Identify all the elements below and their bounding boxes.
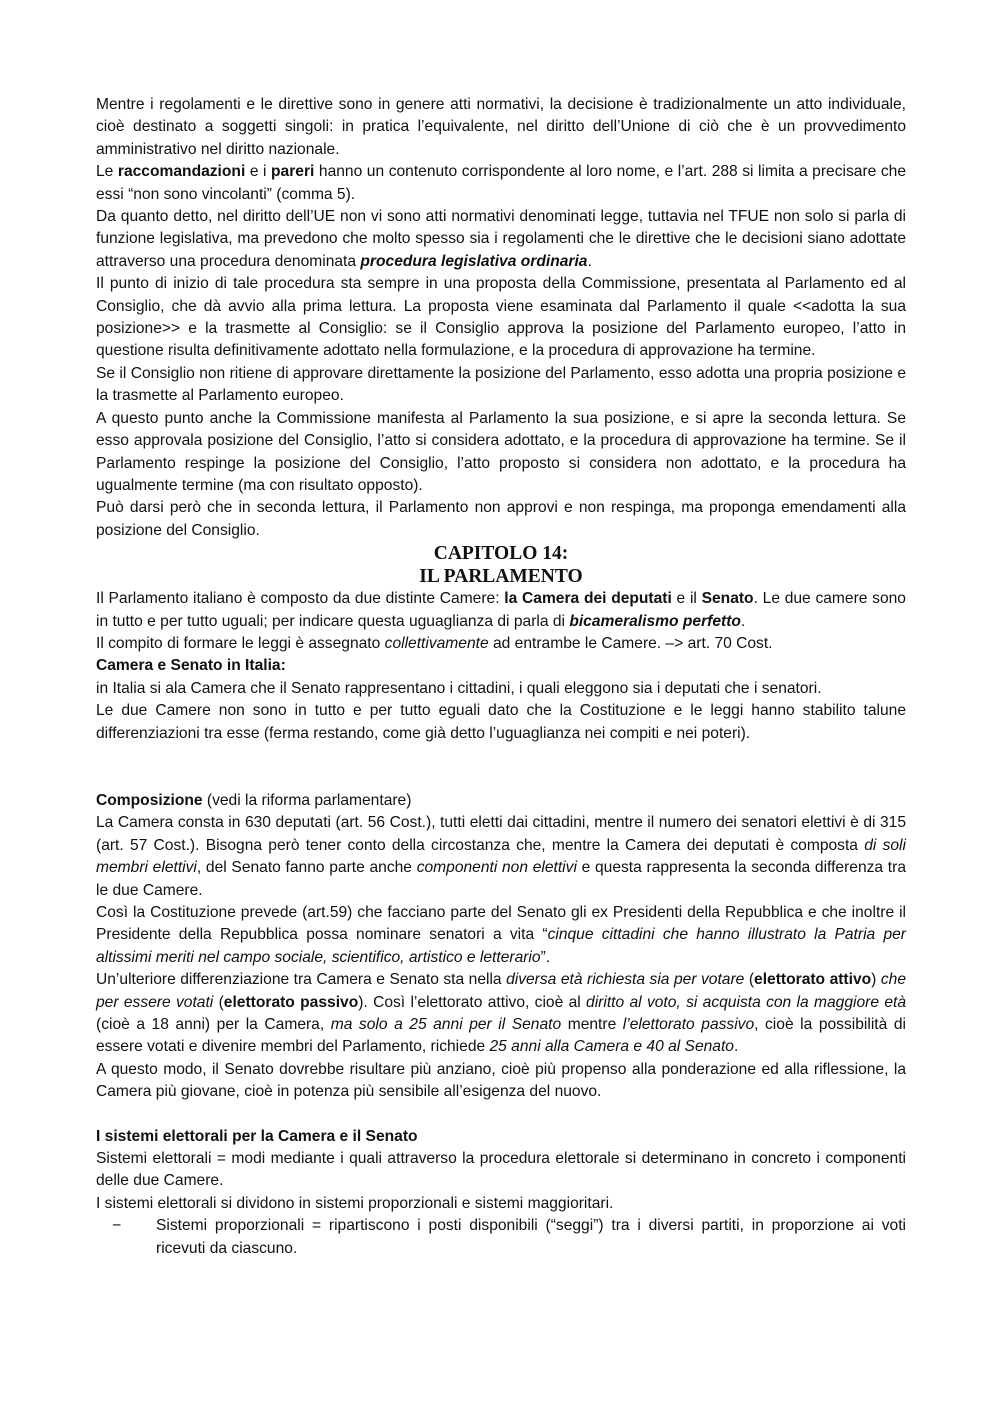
text-run: . Le due camere sono in tutto e per tutto uguali; per indicare questa uguaglianza di parla di: [96, 590, 906, 630]
paragraph-tipi-sistemi: I sistemi elettorali si dividono in sistemi proporzionali e sistemi maggioritari.: [96, 1194, 614, 1212]
page-content: [96, 94, 906, 1260]
dash-bullet: −: [112, 1217, 122, 1235]
text-run: Così la Costituzione prevede (art.59) che facciano parte del Senato gli ex Presidenti della Repubblica e che inoltre il Presidente della Repubblica possa nominare senatori a vita “: [96, 904, 906, 944]
text-run: (: [213, 993, 224, 1011]
paragraph-consiglio: Se il Consiglio non ritiene di approvare direttamente la posizione del Parlamento, esso adotta una propria posizione e la trasmette al Parlamento europeo.: [96, 364, 906, 405]
text-run: hanno un contenuto corrispondente al loro nome, e l’art. 288 si limita a precisare che essi “non sono vincolanti” (comma 5).: [96, 163, 906, 203]
text-run: ): [871, 971, 881, 989]
italic-term: l’elettorato passivo: [622, 1016, 755, 1034]
paragraph-definizione-sistemi: Sistemi elettorali = modi mediante i quali attraverso la procedura elettorale si determinano in concreto i componenti delle due Camere.: [96, 1150, 906, 1190]
paragraph-seconda-lettura: A questo punto anche la Commissione manifesta al Parlamento la sua posizione, e si apre la seconda lettura. Se esso approvala posizione del Consiglio, l’atto si considera adottato, e la procedura di approvazione ha termine. Se il Parlamento respinge la posizione del Consiglio, l’atto proposto si considera non adottato, e la procedura ha ugualmente termine (ma con risultato opposto).: [96, 409, 906, 494]
italic-term: 25 anni alla Camera e 40 al Senato: [489, 1038, 734, 1056]
bold-term: elettorato attivo: [754, 971, 872, 989]
italic-term: collettivamente: [384, 634, 489, 652]
bold-term: raccomandazioni: [117, 163, 246, 181]
bullet-list: [96, 1215, 906, 1260]
italic-quote: cinque cittadini che hanno illustrato la Patria per altissimi meriti nel campo sociale, scientifico, artistico e letterario: [96, 926, 906, 966]
bold-heading: I sistemi elettorali per la Camera e il Senato: [96, 1127, 418, 1145]
bold-italic-term: procedura legislativa ordinaria: [360, 252, 588, 270]
text-run: Un’ulteriore differenziazione tra Camera e Senato sta nella: [96, 971, 507, 989]
chapter-number: CAPITOLO 14:: [433, 543, 569, 565]
text-run: e questa rappresenta la seconda differenza tra le due Camere.: [96, 859, 906, 899]
italic-term: diritto al voto, si acquista con la maggiore età: [586, 993, 906, 1011]
text-run: e i: [245, 163, 272, 181]
paragraph-emendamenti: Può darsi però che in seconda lettura, il Parlamento non approvi e non respinga, ma proponga emendamenti alla posizione del Consiglio.: [96, 499, 906, 539]
paragraph-senatori-a-vita: [96, 902, 906, 969]
heading-note: (vedi la riforma parlamentare): [202, 791, 412, 809]
text-run: Il Parlamento italiano è composto da due distinte Camere:: [96, 590, 505, 608]
paragraph-parlamento-italiano: [96, 588, 906, 633]
italic-term: di soli membri elettivi: [96, 836, 906, 877]
list-item: [96, 1215, 906, 1260]
paragraph-senato-anziano: A questo modo, il Senato dovrebbe risultare più anziano, cioè più propenso alla ponderazione ed alla riflessione, la Camera più giovane, cioè in potenza più sensibile all’esigenza del nuovo.: [96, 1060, 906, 1101]
bold-heading: Composizione: [96, 791, 203, 809]
bold-term: elettorato passivo: [223, 993, 359, 1011]
paragraph-rappresentanza: in Italia si ala Camera che il Senato rappresentano i cittadini, i quali eleggono sia i deputati che i senatori.: [96, 679, 822, 697]
text-run: .: [740, 612, 746, 630]
blank-space: [96, 745, 906, 790]
text-run: ”.: [540, 948, 551, 966]
paragraph-raccomandazioni: [96, 161, 906, 206]
text-run: La Camera consta in 630 deputati (art. 56 Cost.), tutti eletti dai cittadini, mentre il numero dei senatori elettivi è di 315 (art. 57 Cost.). Bisogna però tener conto della circostanza che, mentre la Camera dei deputati è composta: [96, 814, 906, 854]
bold-term: la Camera dei deputati: [504, 590, 672, 608]
blank-space: [96, 1104, 906, 1126]
italic-term: componenti non elettivi: [416, 859, 577, 877]
paragraph-procedura: [96, 206, 906, 273]
bold-term: Senato: [701, 590, 754, 608]
text-run: (: [744, 971, 755, 989]
paragraph-decisione: Mentre i regolamenti e le direttive sono in genere atti normativi, la decisione è tradizionalmente un atto individuale, cioè destinato a soggetti singoli: in pratica l’equivalente, nel diritto dell’Unione di ciò che è un provvedimento amministrativo nel diritto nazionale.: [96, 96, 906, 158]
bold-term: pareri: [271, 163, 315, 181]
italic-term: diversa età richiesta sia per votare: [506, 971, 745, 989]
list-item-text: Sistemi proporzionali = ripartiscono i posti disponibili (“seggi”) tra i diversi partiti, in proporzione ai voti ricevuti da ciascuno.: [156, 1217, 906, 1257]
paragraph-differenziazioni: Le due Camere non sono in tutto e per tutto eguali dato che la Costituzione e le leggi hanno stabilito talune differenziazioni tra esse (ferma restando, come già detto l’uguaglianza nei compiti e nei poteri).: [96, 702, 906, 742]
bold-heading: Camera e Senato in Italia:: [96, 657, 286, 675]
text-run: .: [733, 1038, 739, 1056]
text-run: mentre: [561, 1016, 623, 1034]
text-run: e il: [671, 590, 702, 608]
text-run: Da quanto detto, nel diritto dell’UE non vi sono atti normativi denominati legge, tuttavia nel TFUE non solo si parla di funzione legislativa, ma prevedono che molto spesso sia i regolamenti che le direttive che le decisioni siano adottate attraverso una procedura denominata: [96, 208, 906, 270]
italic-term: ma solo a 25 anni per il Senato: [330, 1016, 562, 1034]
text-run: ). Così l’elettorato attivo, cioè al: [358, 993, 587, 1011]
chapter-title: IL PARLAMENTO: [419, 565, 583, 587]
section-heading-sistemi-elettorali: [96, 1126, 906, 1148]
bold-italic-term: bicameralismo perfetto: [569, 612, 741, 630]
paragraph-eta-elettorato: [96, 969, 906, 1059]
section-heading-composizione: [96, 790, 906, 812]
paragraph-compito-leggi: [96, 633, 906, 655]
paragraph-numero-deputati: [96, 812, 906, 902]
section-heading-camera-senato: [96, 655, 906, 677]
paragraph-prima-lettura: Il punto di inizio di tale procedura sta sempre in una proposta della Commissione, presentata al Parlamento ed al Consiglio, che dà avvio alla prima lettura. La proposta viene esaminata dal Parlamento il quale <<adotta la sua posizione>> e la trasmette al Consiglio: se il Consiglio approva la posizione del Parlamento europeo, l’atto in questione risulta definitivamente adottato nella formulazione, e la procedura di approvazione ha termine.: [96, 275, 906, 360]
chapter-heading: [96, 543, 906, 588]
text-run: (cioè a 18 anni) per la Camera,: [96, 1016, 331, 1034]
text-run: ad entrambe le Camere. –> art. 70 Cost.: [488, 634, 773, 652]
text-run: , del Senato fanno parte anche: [196, 859, 417, 877]
text-run: , cioè la possibilità di essere votati e divenire membri del Parlamento, richiede: [96, 1016, 906, 1056]
text-run: .: [587, 252, 592, 270]
text-run: Il compito di formare le leggi è assegnato: [96, 634, 385, 652]
text-run: Le: [96, 163, 118, 181]
italic-term: che per essere votati: [96, 971, 906, 1011]
